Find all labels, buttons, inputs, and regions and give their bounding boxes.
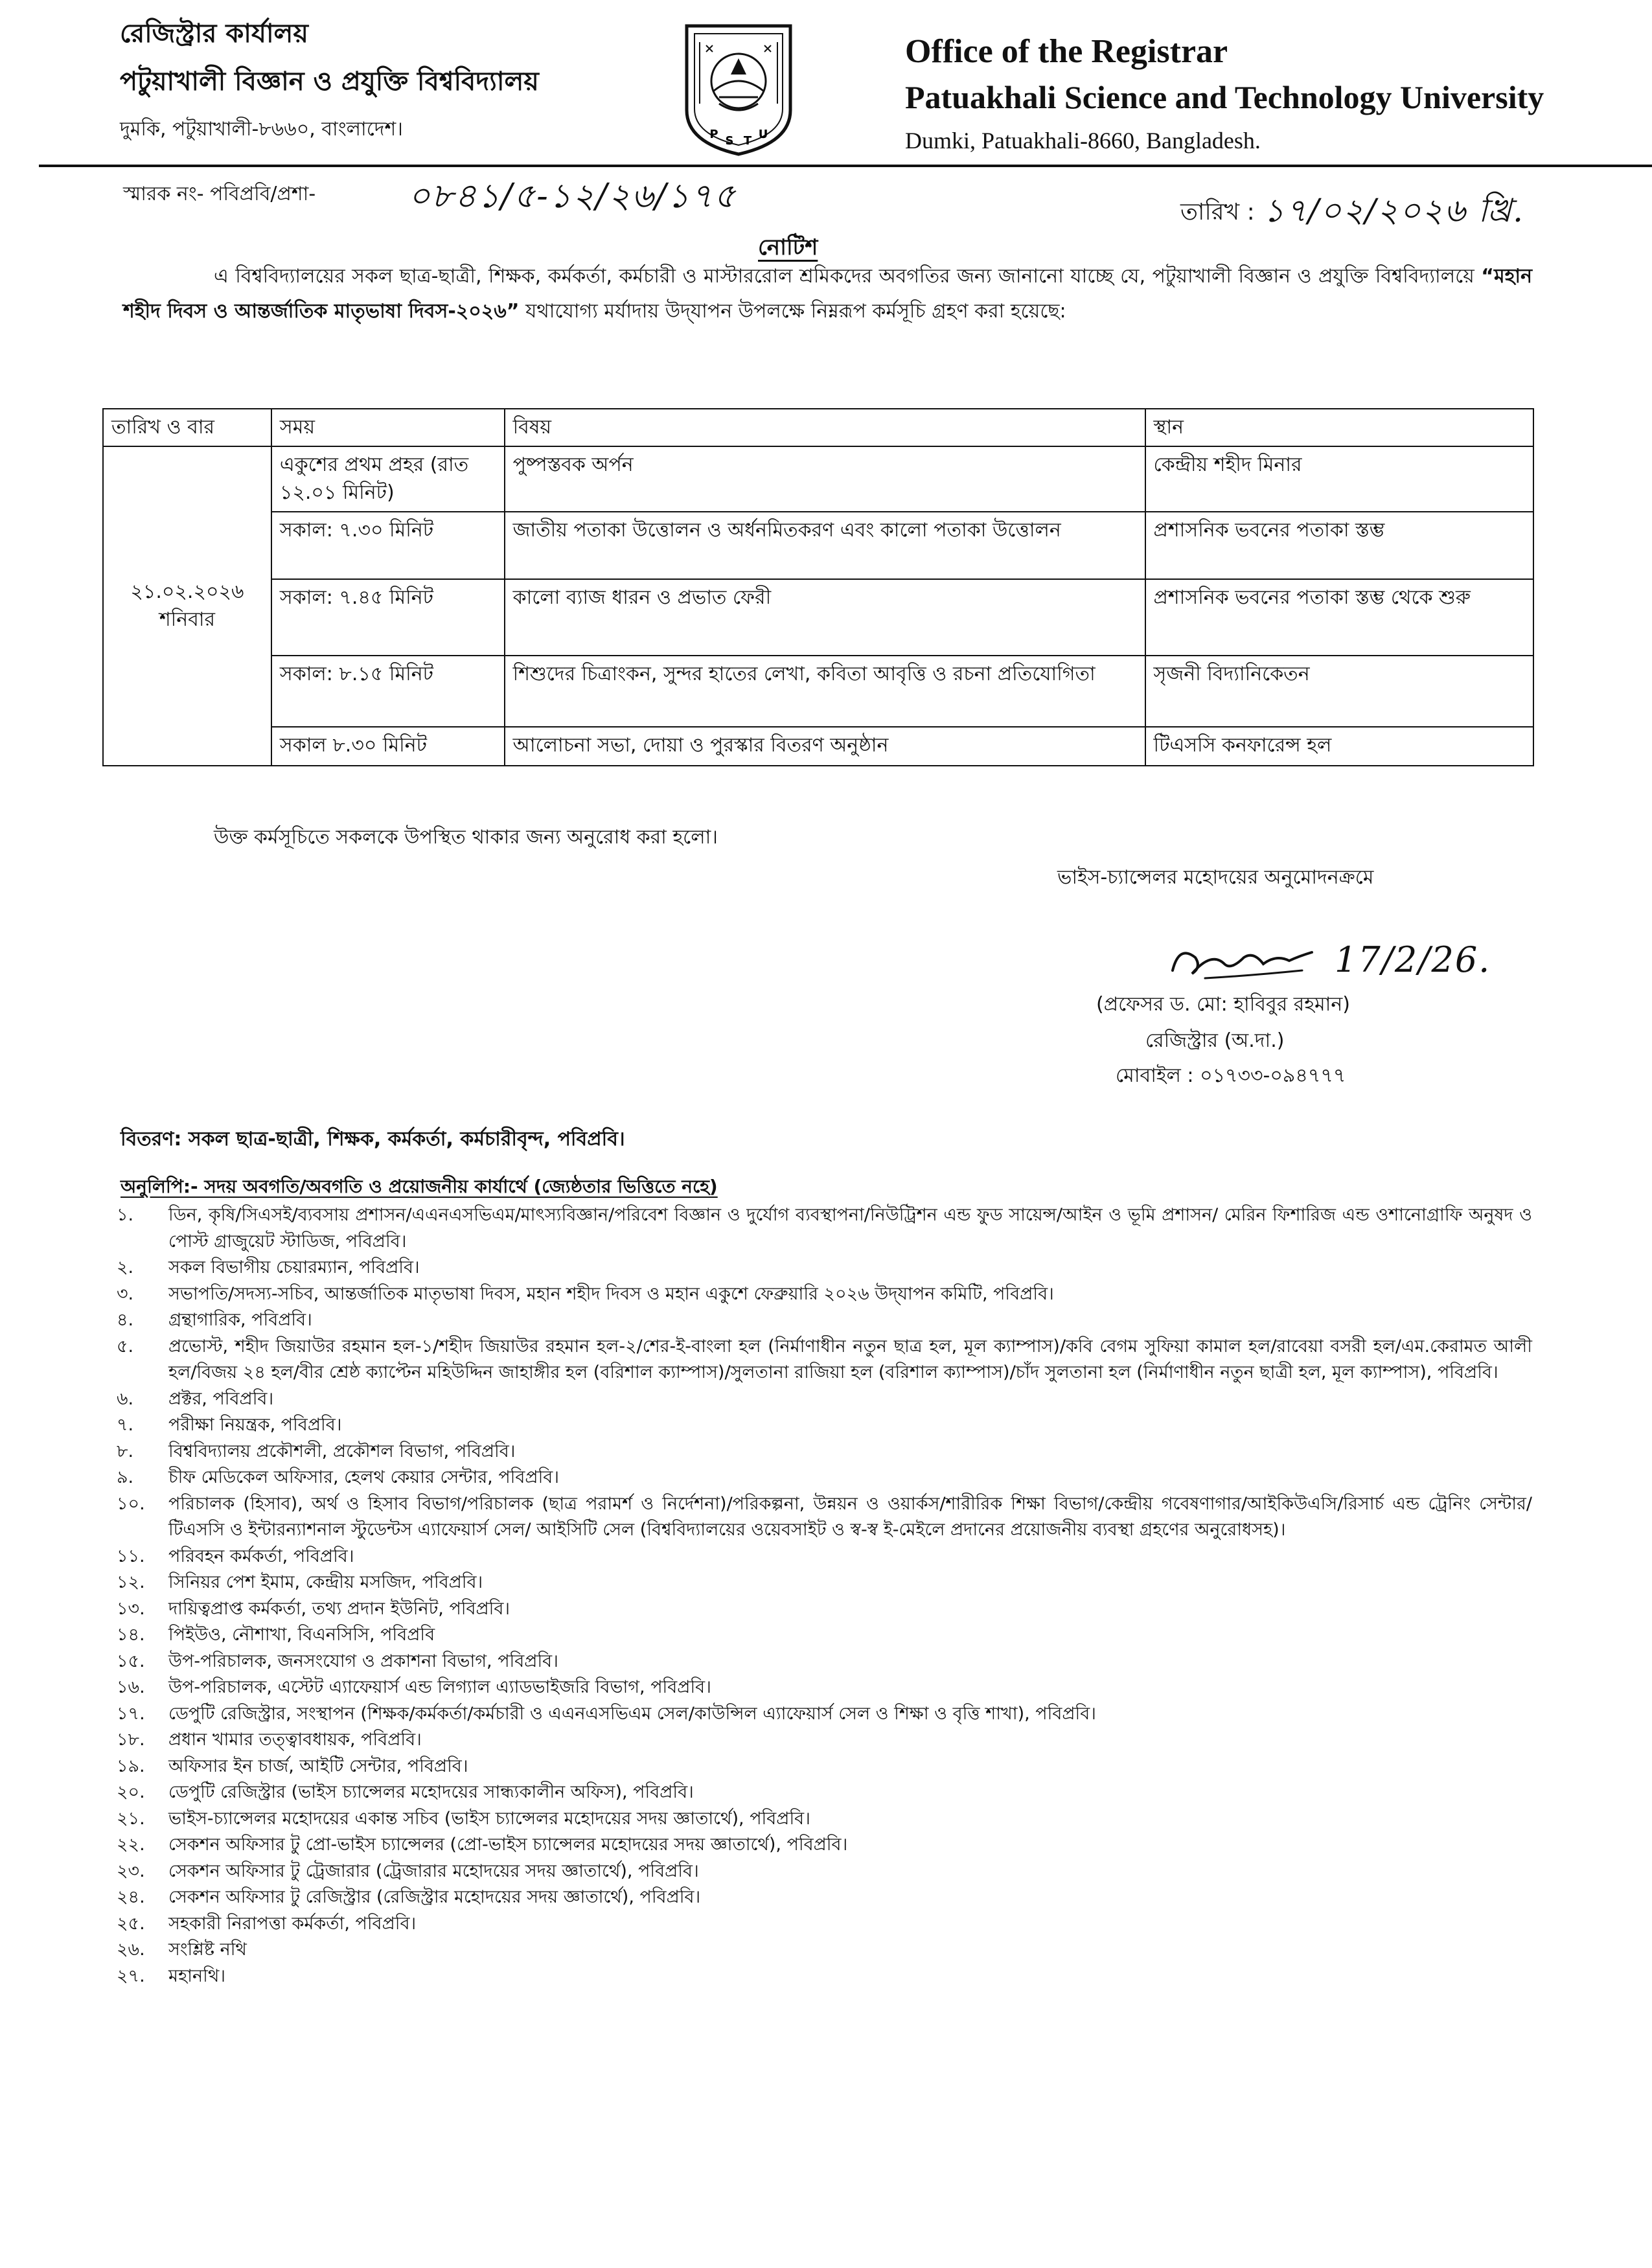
list-item-text: ডিন, কৃষি/সিএসই/ব্যবসায় প্রশাসন/এএনএসভিএম/মাৎস্যবিজ্ঞান/পরিবেশ বিজ্ঞান ও দুর্যোগ ব্যবস্থাপনা/নিউট্রিশন এন্ড ফুড সায়েন্স/আইন ও ভূমি প্রশাসন/ মেরিন ফিশারিজ এন্ড ওশানোগ্রাফি অনুষদ ও পোস্ট গ্রাজুয়েট স্টাডিজ, পবিপ্রবি। [168, 1205, 1532, 1252]
list-item-number: ১৬. [117, 1677, 145, 1697]
intro-paragraph [123, 259, 1532, 329]
header-subject: বিষয় [505, 409, 1145, 446]
row-subject: পুষ্পস্তবক অর্পন [505, 446, 1145, 512]
cc-list [84, 1202, 1532, 1989]
list-item-number: ৪. [117, 1310, 134, 1330]
list-item [84, 1439, 1532, 1465]
list-item-text: প্রধান খামার তত্ত্বাবধায়ক, পবিপ্রবি। [168, 1730, 422, 1750]
row-time: সকাল ৮.৩০ মিনিট [271, 727, 505, 766]
list-item-number: ১৭. [117, 1703, 145, 1724]
list-item [84, 1202, 1532, 1255]
list-item-text: সেকশন অফিসার টু ট্রেজারার (ট্রেজারার মহোদয়ের সদয় জ্ঞাতার্থে), পবিপ্রবি। [168, 1861, 699, 1881]
letterhead [0, 0, 1652, 175]
table-row [103, 446, 1533, 512]
list-item [84, 1806, 1532, 1833]
list-item-text: মহানথি। [168, 1965, 225, 1986]
row-time: সকাল: ৮.১৫ মিনিট [271, 656, 505, 727]
header-divider [39, 165, 1652, 167]
list-item [84, 1911, 1532, 1938]
list-item [84, 1701, 1532, 1728]
signatory-mobile: মোবাইল : ০১৭৩৩-০৯৪৭৭৭ [1116, 1064, 1346, 1087]
list-item [84, 1412, 1532, 1439]
list-item [84, 1281, 1532, 1308]
row-subject: শিশুদের চিত্রাংকন, সুন্দর হাতের লেখা, কবিতা আবৃত্তি ও রচনা প্রতিযোগিতা [505, 656, 1145, 727]
header-time: সময় [271, 409, 505, 446]
event-day: শনিবার [159, 608, 216, 631]
logo-letter-t: T [743, 134, 752, 148]
list-item-number: ৯. [117, 1467, 134, 1487]
list-item-number: ২৩. [117, 1861, 145, 1881]
list-item-text: দায়িত্বপ্রাপ্ত কর্মকর্তা, তথ্য প্রদান ইউনিট, পবিপ্রবি। [168, 1598, 511, 1619]
list-item-text: প্রক্টর, পবিপ্রবি। [168, 1388, 274, 1409]
list-item-text: পরিবহন কর্মকর্তা, পবিপ্রবি। [168, 1546, 354, 1566]
intro-part-2: যথাযোগ্য মর্যাদায় উদ্‌যাপন উপলক্ষে নিম্নরূপ কর্মসূচি গ্রহণ করা হয়েছে: [519, 300, 1066, 323]
list-item-number: ১০. [117, 1493, 145, 1514]
list-item-number: ২৫. [117, 1913, 145, 1934]
list-item-text: সিনিয়র পেশ ইমাম, কেন্দ্রীয় মসজিদ, পবিপ্রবি। [168, 1572, 483, 1592]
list-item [84, 1832, 1532, 1859]
list-item-text: অফিসার ইন চার্জ, আইটি সেন্টার, পবিপ্রবি। [168, 1756, 468, 1776]
event-date: ২১.০২.২০২৬ [130, 580, 244, 603]
notice-title: নোটিশ [758, 235, 818, 260]
logo-letter-s: S [725, 134, 734, 148]
list-item-number: ২. [117, 1257, 134, 1277]
list-item-text: সেকশন অফিসার টু প্রো-ভাইস চ্যান্সেলর (প্রো-ভাইস চ্যান্সেলর মহোদয়ের সদয় জ্ঞাতার্থে), পবিপ্রবি। [168, 1835, 848, 1855]
list-item-number: ২৭. [117, 1965, 145, 1986]
row-time: সকাল: ৭.৩০ মিনিট [271, 512, 505, 579]
list-item [84, 1727, 1532, 1754]
row-subject: আলোচনা সভা, দোয়া ও পুরস্কার বিতরণ অনুষ্ঠান [505, 727, 1145, 766]
list-item [84, 1622, 1532, 1649]
list-item-text: সভাপতি/সদস্য-সচিব, আন্তর্জাতিক মাতৃভাষা দিবস, মহান শহীদ দিবস ও মহান একুশে ফেব্রুয়ারি ২০২৬ উদ্‌যাপন কমিটি, পবিপ্রবি। [168, 1283, 1054, 1304]
signature-date: 17/2/26. [1335, 939, 1491, 980]
bn-office-name: রেজিস্ট্রার কার্যালয় [120, 19, 308, 49]
row-time: একুশের প্রথম প্রহর (রাত ১২.০১ মিনিট) [271, 446, 505, 512]
logo-letter-u: U [758, 128, 768, 141]
intro-part-1: এ বিশ্ববিদ্যালয়ের সকল ছাত্র-ছাত্রী, শিক্ষক, কর্মকর্তা, কর্মচারী ও মাস্টাররোল শ্রমিকদের অবগতির জন্য জানানো যাচ্ছে যে, পটুয়াখালী বিজ্ঞান ও প্রযুক্তি বিশ্ববিদ্যালয়ে [214, 265, 1482, 288]
memo-date: ১৭/০২/২০২৬ খ্রি. [1263, 192, 1524, 229]
list-item-text: বিশ্ববিদ্যালয় প্রকৌশলী, প্রকৌশল বিভাগ, পবিপ্রবি। [168, 1441, 516, 1461]
list-item [84, 1544, 1532, 1570]
en-address: Dumki, Patuakhali-8660, Bangladesh. [905, 128, 1261, 154]
list-item-number: ১৯. [117, 1756, 145, 1776]
row-place: সৃজনী বিদ্যানিকেতন [1145, 656, 1533, 727]
list-item [84, 1491, 1532, 1544]
list-item [84, 1754, 1532, 1780]
row-subject: কালো ব্যাজ ধারন ও প্রভাত ফেরী [505, 579, 1145, 656]
table-row [103, 579, 1533, 656]
list-item-text: সকল বিভাগীয় চেয়ারম্যান, পবিপ্রবি। [168, 1257, 420, 1277]
list-item-number: ৬. [117, 1388, 134, 1409]
list-item [84, 1964, 1532, 1990]
list-item-number: ১৪. [117, 1625, 145, 1645]
approval-line: ভাইস-চ্যান্সেলর মহোদয়ের অনুমোদনক্রমে [1057, 866, 1374, 889]
table-header-row [103, 409, 1533, 446]
list-item-text: পিইউও, নৌশাখা, বিএনসিসি, পবিপ্রবি [168, 1625, 435, 1645]
list-item-number: ৩. [117, 1283, 134, 1304]
signatory-name: (প্রফেসর ড. মো: হাবিবুর রহমান) [1096, 993, 1350, 1016]
handwritten-signature-icon [1166, 938, 1322, 990]
intro-event-name: “মহান শহীদ দিবস ও আন্তর্জাতিক মাতৃভাষা দিবস-২০২৬” [123, 265, 1532, 323]
list-item-number: ২৪. [117, 1887, 145, 1907]
cc-title: অনুলিপি:- সদয় অবগতি/অবগতি ও প্রয়োজনীয় কার্যার্থে (জ্যেষ্ঠতার ভিত্তিতে নহে) [120, 1176, 718, 1197]
university-logo-icon [674, 19, 803, 159]
list-item-text: ডেপুটি রেজিস্ট্রার, সংস্থাপন (শিক্ষক/কর্মকর্তা/কর্মচারী ও এএনএসভিএম সেল/কাউন্সিল এ্যাফেয়ার্স সেল ও শিক্ষা ও বৃত্তি শাখা), পবিপ্রবি। [168, 1703, 1096, 1724]
list-item-number: ৭. [117, 1415, 134, 1435]
bn-address: দুমকি, পটুয়াখালী-৮৬৬০, বাংলাদেশ। [120, 118, 404, 141]
list-item [84, 1596, 1532, 1623]
date-label: তারিখ : [1180, 199, 1255, 225]
list-item [84, 1307, 1532, 1334]
row-place: টিএসসি কনফারেন্স হল [1145, 727, 1533, 766]
list-item-number: ২২. [117, 1835, 145, 1855]
list-item-number: ২৬. [117, 1940, 145, 1960]
list-item-text: পরিচালক (হিসাব), অর্থ ও হিসাব বিভাগ/পরিচালক (ছাত্র পরামর্শ ও নির্দেশনা)/পরিকল্পনা, উন্নয়ন ও ওয়ার্কস/শারীরিক শিক্ষা বিভাগ/কেন্দ্রীয় গবেষণাগার/আইকিউএসি/রিসার্চ এন্ড ট্রেনিং সেন্টার/টিএসসি ও ইন্টারন্যাশনাল স্টুডেন্টস এ্যাফেয়ার্স সেল/ আইসিটি সেল (বিশ্ববিদ্যালয়ের ওয়েবসাইট ও স্ব-স্ব ই-মেইলে প্রদানের প্রয়োজনীয় ব্যবস্থা গ্রহণের অনুরোধসহ)। [168, 1493, 1532, 1540]
signatory-title: রেজিস্ট্রার (অ.দা.) [1145, 1029, 1285, 1052]
memo-number: ০৮৪১/৫-১২/২৬/১৭৫ [408, 177, 737, 216]
table-row [103, 727, 1533, 766]
list-item-number: ১৩. [117, 1598, 145, 1619]
row-place: প্রশাসনিক ভবনের পতাকা স্তম্ভ [1145, 512, 1533, 579]
list-item-text: ভাইস-চ্যান্সেলর মহোদয়ের একান্ত সচিব (ভাইস চ্যান্সেলর মহোদয়ের সদয় জ্ঞাতার্থে), পবিপ্রবি। [168, 1808, 810, 1829]
header-place: স্থান [1145, 409, 1533, 446]
list-item [84, 1884, 1532, 1911]
row-place: কেন্দ্রীয় শহীদ মিনার [1145, 446, 1533, 512]
list-item [84, 1937, 1532, 1964]
memo-label: স্মারক নং- পবিপ্রবি/প্রশা- [123, 183, 316, 205]
list-item-text: পরীক্ষা নিয়ন্ত্রক, পবিপ্রবি। [168, 1415, 342, 1435]
distribution-line: বিতরণ: সকল ছাত্র-ছাত্রী, শিক্ষক, কর্মকর্তা, কর্মচারীবৃন্দ, পবিপ্রবি। [120, 1128, 625, 1151]
list-item [84, 1386, 1532, 1413]
list-item-number: ১১. [117, 1546, 145, 1566]
list-item-number: ৫. [117, 1336, 134, 1357]
list-item-number: ১. [117, 1205, 134, 1225]
list-item-text: প্রভোস্ট, শহীদ জিয়াউর রহমান হল-১/শহীদ জিয়াউর রহমান হল-২/শের-ই-বাংলা হল (নির্মাণাধীন নতুন ছাত্র হল, মূল ক্যাম্পাস)/কবি বেগম সুফিয়া কামাল হল/রাবেয়া বসরী হল/এম.কেরামত আলী হল/বিজয় ২৪ হল/বীর শ্রেষ্ঠ ক্যাপ্টেন মহিউদ্দিন জাহাঙ্গীর হল (বরিশাল ক্যাম্পাস)/সুলতানা রাজিয়া হল (বরিশাল ক্যাম্পাস)/চাঁদ সুলতানা হল (নির্মাণাধীন নতুন ছাত্রী হল, মূল ক্যাম্পাস), পবিপ্রবি। [168, 1336, 1532, 1382]
list-item-number: ৮. [117, 1441, 134, 1461]
list-item-text: উপ-পরিচালক, এস্টেট এ্যাফেয়ার্স এন্ড লিগ্যাল এ্যাডভাইজরি বিভাগ, পবিপ্রবি। [168, 1677, 711, 1697]
list-item [84, 1859, 1532, 1885]
list-item [84, 1675, 1532, 1701]
schedule-table [102, 408, 1534, 766]
list-item-number: ১৫. [117, 1651, 145, 1671]
list-item-text: উপ-পরিচালক, জনসংযোগ ও প্রকাশনা বিভাগ, পবিপ্রবি। [168, 1651, 558, 1671]
list-item [84, 1465, 1532, 1491]
row-subject: জাতীয় পতাকা উত্তোলন ও অর্ধনমিতকরণ এবং কালো পতাকা উত্তোলন [505, 512, 1145, 579]
list-item [84, 1255, 1532, 1281]
en-university-name: Patuakhali Science and Technology University [905, 79, 1544, 115]
list-item [84, 1649, 1532, 1675]
list-item-number: ২০. [117, 1782, 145, 1802]
list-item-text: ডেপুটি রেজিস্ট্রার (ভাইস চ্যান্সেলর মহোদয়ের সান্ধ্যকালীন অফিস), পবিপ্রবি। [168, 1782, 694, 1802]
list-item [84, 1570, 1532, 1596]
list-item [84, 1780, 1532, 1806]
bn-university-name: পটুয়াখালী বিজ্ঞান ও প্রযুক্তি বিশ্ববিদ্যালয় [120, 67, 539, 97]
table-row [103, 512, 1533, 579]
list-item-text: সেকশন অফিসার টু রেজিস্ট্রার (রেজিস্ট্রার মহোদয়ের সদয় জ্ঞাতার্থে), পবিপ্রবি। [168, 1887, 701, 1907]
list-item-text: সহকারী নিরাপত্তা কর্মকর্তা, পবিপ্রবি। [168, 1913, 417, 1934]
en-office-name: Office of the Registrar [905, 33, 1228, 70]
row-time: সকাল: ৭.৪৫ মিনিট [271, 579, 505, 656]
table-row [103, 656, 1533, 727]
list-item-number: ১২. [117, 1572, 145, 1592]
list-item-number: ২১. [117, 1808, 145, 1829]
closing-request: উক্ত কর্মসূচিতে সকলকে উপস্থিত থাকার জন্য অনুরোধ করা হলো। [214, 826, 718, 849]
list-item-text: গ্রন্থাগারিক, পবিপ্রবি। [168, 1310, 312, 1330]
list-item [84, 1334, 1532, 1386]
list-item-text: চীফ মেডিকেল অফিসার, হেলথ কেয়ার সেন্টার, পবিপ্রবি। [168, 1467, 559, 1487]
logo-letter-p: P [709, 128, 718, 141]
date-day-cell [103, 446, 271, 766]
list-item-text: সংশ্লিষ্ট নথি [168, 1940, 247, 1960]
row-place: প্রশাসনিক ভবনের পতাকা স্তম্ভ থেকে শুরু [1145, 579, 1533, 656]
list-item-number: ১৮. [117, 1730, 145, 1750]
header-date-day: তারিখ ও বার [103, 409, 271, 446]
